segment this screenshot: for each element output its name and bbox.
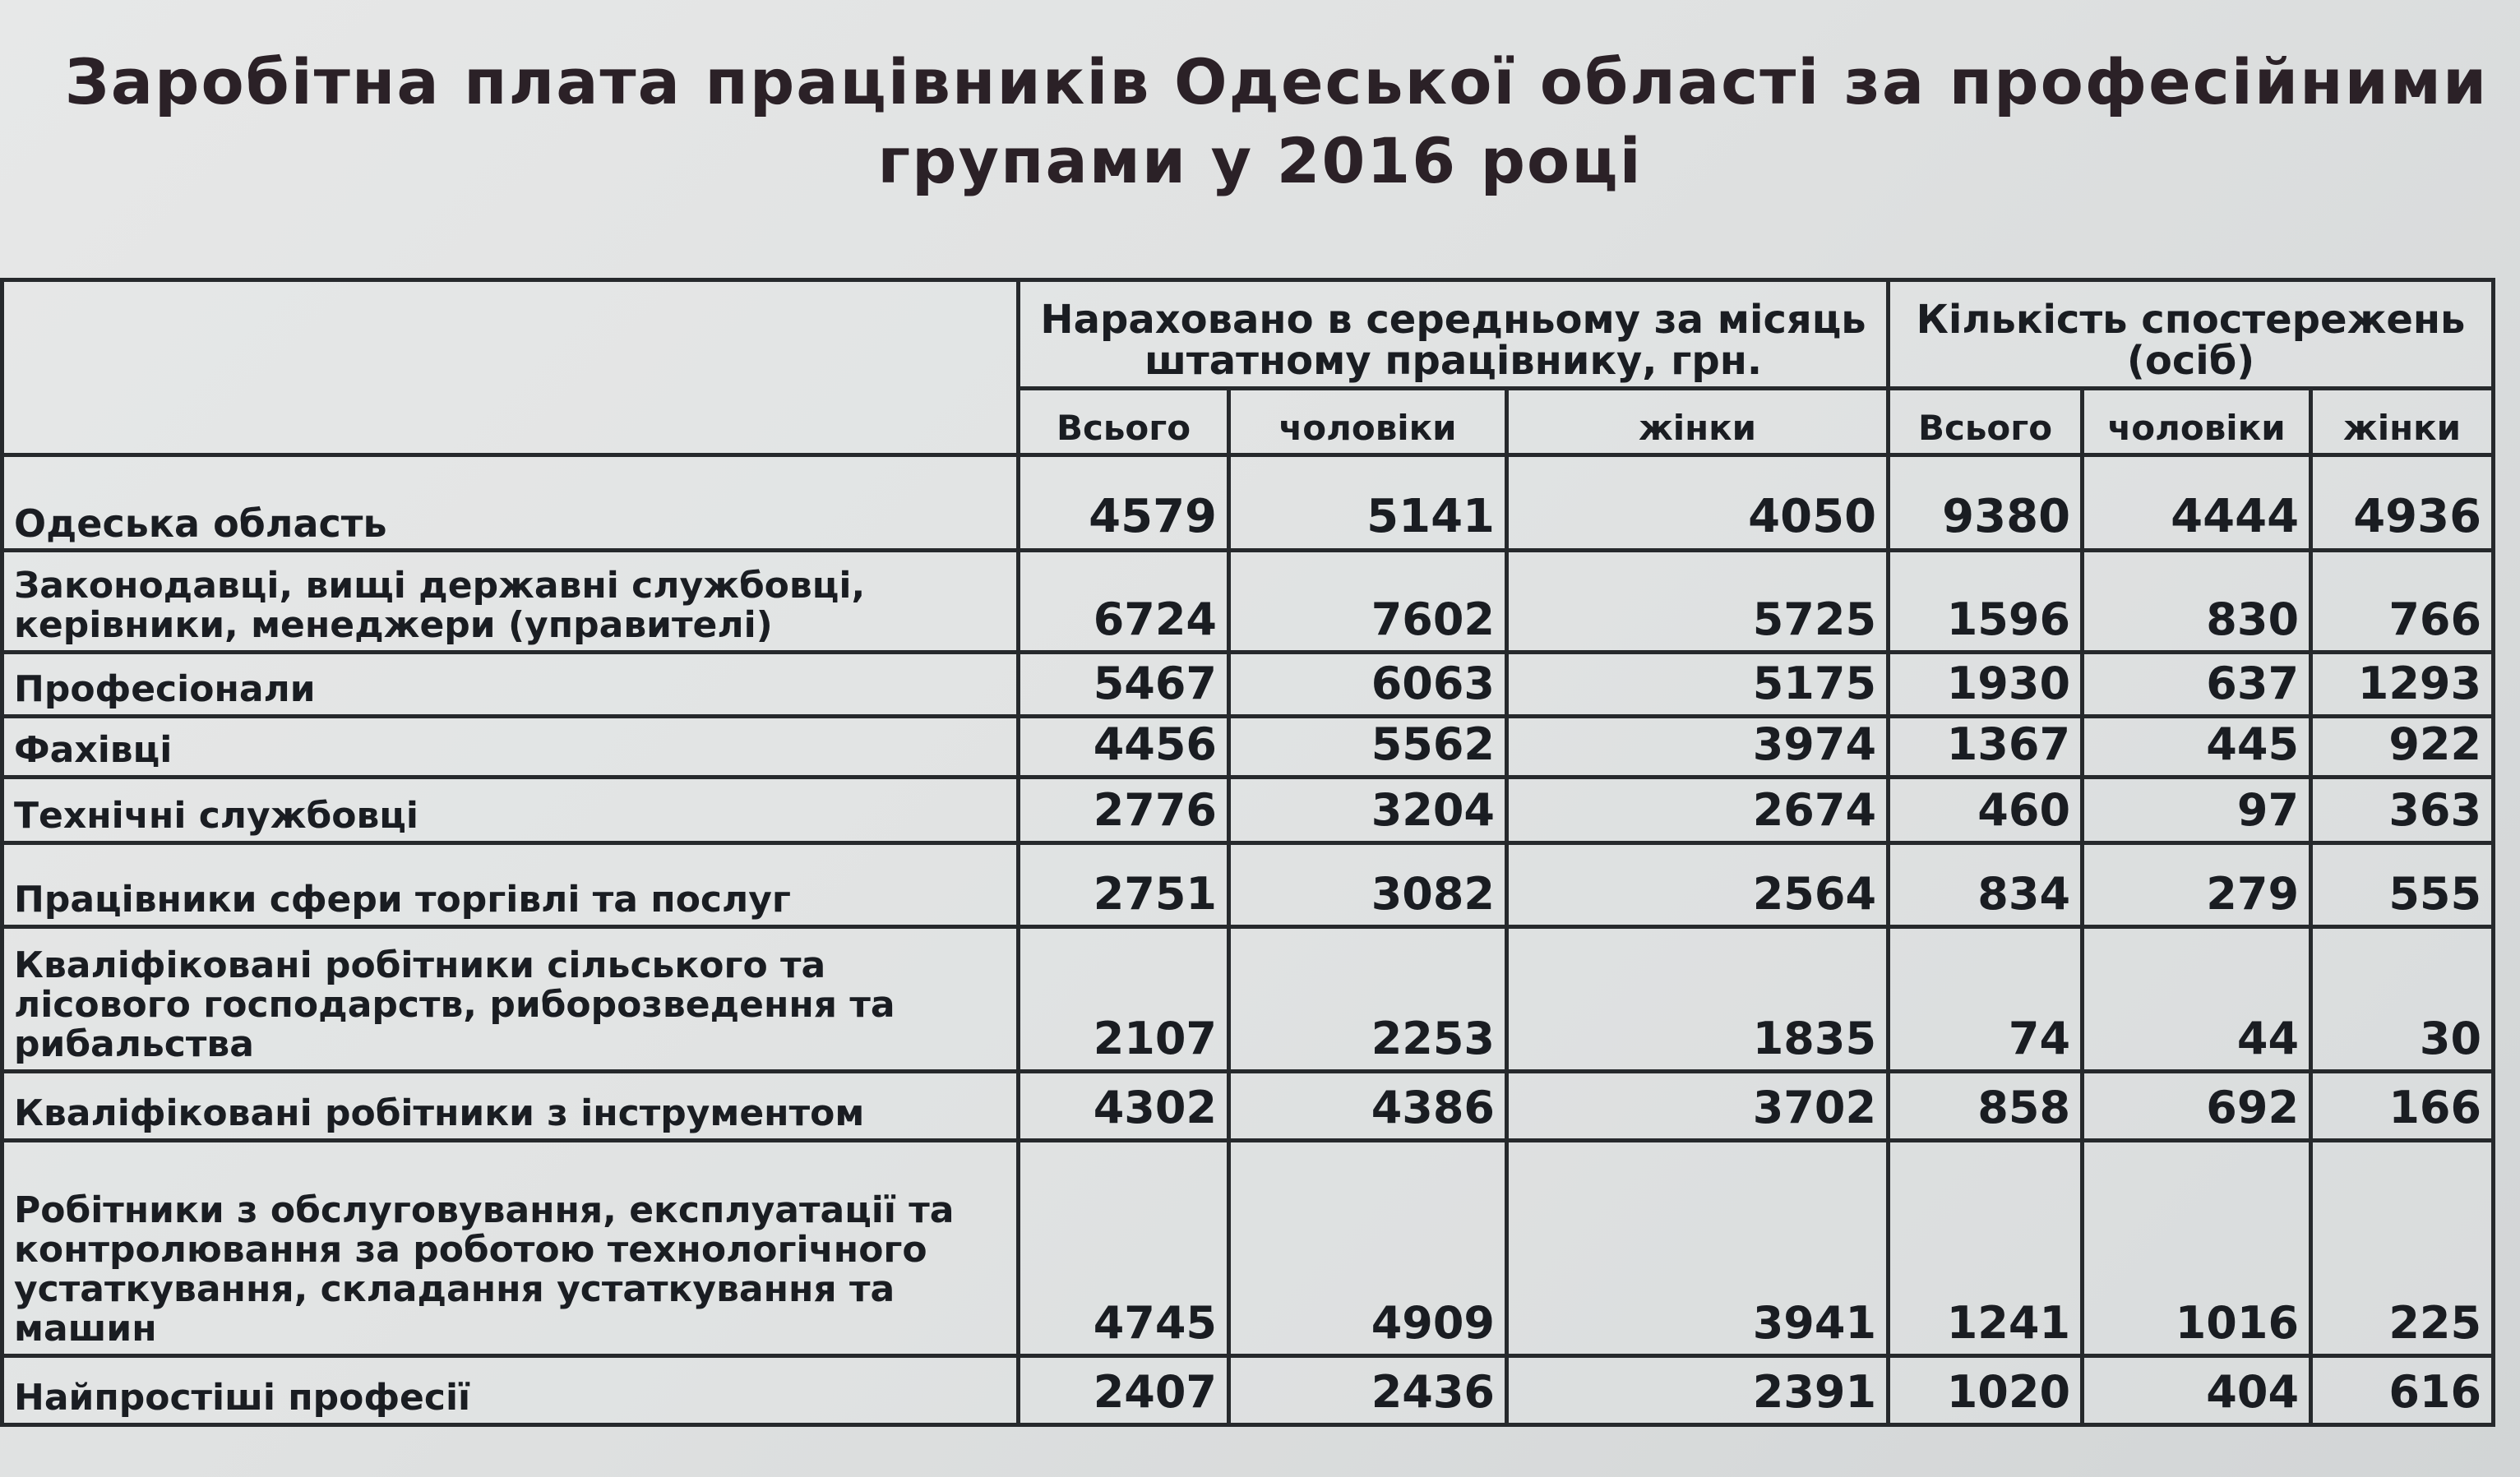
cell-salary-total: 2107 [1019,927,1229,1072]
title-line-1: Заробітна плата працівників Одеської області за професійними [64,45,2489,118]
row-label: Професіонали [2,653,1019,717]
row-label-header [2,280,1019,455]
cell-salary-total: 6724 [1019,551,1229,653]
cell-obs-women: 4936 [2311,455,2494,551]
col-header-obs-men: чоловіки [2083,389,2311,455]
cell-obs-men: 4444 [2083,455,2311,551]
cell-salary-women: 2674 [1507,778,1889,843]
cell-salary-men: 2253 [1229,927,1507,1072]
cell-obs-men: 279 [2083,843,2311,927]
table-row [2,843,2494,927]
col-header-obs-women: жінки [2311,389,2494,455]
cell-obs-total: 460 [1889,778,2083,843]
cell-salary-women: 5725 [1507,551,1889,653]
cell-obs-women: 363 [2311,778,2494,843]
cell-obs-men: 1016 [2083,1141,2311,1356]
cell-obs-women: 166 [2311,1072,2494,1141]
cell-salary-men: 5141 [1229,455,1507,551]
cell-obs-women: 766 [2311,551,2494,653]
cell-obs-women: 616 [2311,1356,2494,1425]
cell-salary-total: 4745 [1019,1141,1229,1356]
cell-obs-total: 1241 [1889,1141,2083,1356]
cell-obs-total: 858 [1889,1072,2083,1141]
cell-obs-women: 555 [2311,843,2494,927]
cell-obs-men: 97 [2083,778,2311,843]
cell-obs-men: 445 [2083,717,2311,778]
row-label: Працівники сфери торгівлі та послуг [2,843,1019,927]
cell-obs-men: 830 [2083,551,2311,653]
page-title [0,43,2520,201]
row-label: Фахівці [2,717,1019,778]
cell-salary-total: 2407 [1019,1356,1229,1425]
cell-obs-total: 1930 [1889,653,2083,717]
table-row [2,653,2494,717]
cell-obs-total: 834 [1889,843,2083,927]
col-header-salary-total: Всього [1019,389,1229,455]
cell-salary-total: 5467 [1019,653,1229,717]
cell-salary-men: 3204 [1229,778,1507,843]
cell-obs-women: 30 [2311,927,2494,1072]
cell-obs-men: 404 [2083,1356,2311,1425]
observations-group-header: Кількість спостережень (осіб) [1889,280,2494,389]
col-header-obs-total: Всього [1889,389,2083,455]
table-row [2,455,2494,551]
table-row [2,717,2494,778]
cell-obs-women: 1293 [2311,653,2494,717]
cell-salary-men: 6063 [1229,653,1507,717]
col-header-salary-women: жінки [1507,389,1889,455]
cell-salary-men: 3082 [1229,843,1507,927]
table-row [2,1356,2494,1425]
cell-obs-total: 74 [1889,927,2083,1072]
cell-salary-men: 4909 [1229,1141,1507,1356]
cell-salary-men: 7602 [1229,551,1507,653]
cell-salary-women: 2564 [1507,843,1889,927]
cell-salary-women: 1835 [1507,927,1889,1072]
cell-obs-total: 1020 [1889,1356,2083,1425]
table-row [2,778,2494,843]
cell-obs-total: 1596 [1889,551,2083,653]
cell-obs-women: 225 [2311,1141,2494,1356]
cell-salary-women: 4050 [1507,455,1889,551]
cell-salary-total: 2776 [1019,778,1229,843]
col-header-salary-men: чоловіки [1229,389,1507,455]
cell-obs-women: 922 [2311,717,2494,778]
cell-salary-women: 5175 [1507,653,1889,717]
cell-salary-total: 4456 [1019,717,1229,778]
title-line-2: групами у 2016 році [877,124,1643,197]
cell-obs-men: 692 [2083,1072,2311,1141]
cell-obs-men: 44 [2083,927,2311,1072]
cell-obs-total: 1367 [1889,717,2083,778]
cell-salary-women: 3974 [1507,717,1889,778]
cell-salary-total: 4579 [1019,455,1229,551]
cell-salary-total: 2751 [1019,843,1229,927]
row-label: Технічні службовці [2,778,1019,843]
cell-salary-women: 2391 [1507,1356,1889,1425]
table-row [2,1141,2494,1356]
row-label: Найпростіші професії [2,1356,1019,1425]
row-label: Законодавці, вищі державні службовці, керівники, менеджери (управителі) [2,551,1019,653]
table-row [2,1072,2494,1141]
row-label: Одеська область [2,455,1019,551]
cell-obs-total: 9380 [1889,455,2083,551]
table-row [2,927,2494,1072]
cell-obs-men: 637 [2083,653,2311,717]
cell-salary-total: 4302 [1019,1072,1229,1141]
cell-salary-men: 4386 [1229,1072,1507,1141]
cell-salary-women: 3941 [1507,1141,1889,1356]
row-label: Робітники з обслуговування, експлуатації та контролювання за роботою технологічного устаткування, складання устаткування та машин [2,1141,1019,1356]
salary-group-header: Нараховано в середньому за місяць штатному працівнику, грн. [1019,280,1889,389]
cell-salary-men: 5562 [1229,717,1507,778]
row-label: Кваліфіковані робітники з інструментом [2,1072,1019,1141]
cell-salary-women: 3702 [1507,1072,1889,1141]
table-row [2,551,2494,653]
cell-salary-men: 2436 [1229,1356,1507,1425]
row-label: Кваліфіковані робітники сільського та лісового господарств, риборозведення та рибальства [2,927,1019,1072]
wages-table [0,278,2495,1427]
